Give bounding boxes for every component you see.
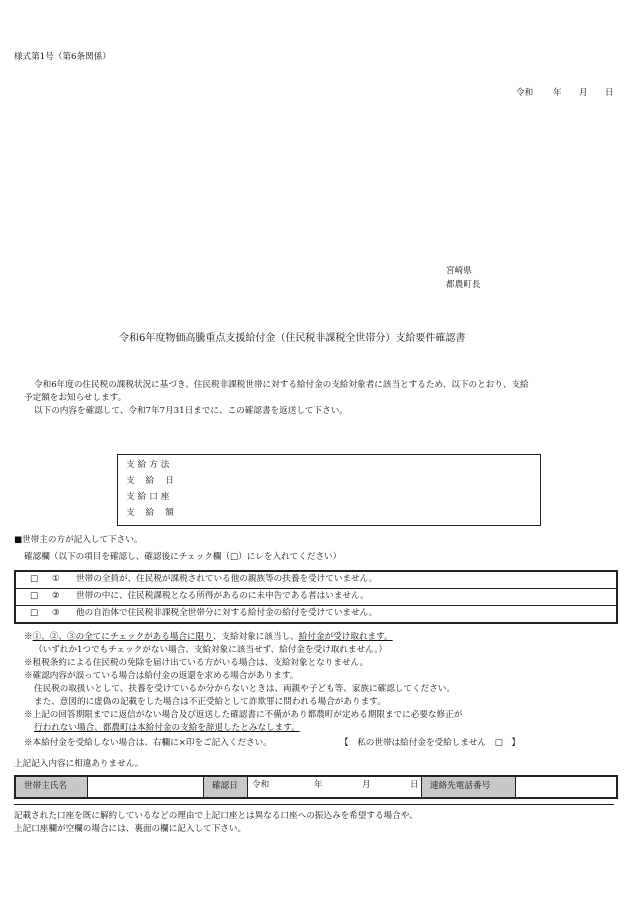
confirm-date-label: 確認日	[204, 777, 248, 797]
confirm-statement: 上記記入内容に相違ありません。	[14, 759, 144, 769]
note-3-sub-2: また、意図的に虚偽の記載をした場合は不正受給として詐欺罪に問われる場合があります。	[34, 697, 386, 707]
addressee-prefecture: 宮崎県	[446, 266, 472, 276]
decline-checkbox[interactable]: 【 私の世帯は給付金を受給しません □ 】	[340, 738, 520, 748]
intro-line-3: 以下の内容を確認して、令和7年7月31日までに、この確認書を返送して下さい。	[34, 406, 348, 416]
phone-label: 連絡先電話番号	[422, 777, 516, 797]
note-5: ※本給付金を受給しない場合は、右欄に×印をご記入ください。	[24, 738, 272, 748]
footer-line-1: 記載された口座を既に解約しているなどの理由で上記口座とは異なる口座への振込みを希望する場合や、	[14, 811, 418, 821]
payment-method-label: 支給方法	[126, 460, 173, 470]
check-text-3: 他の自治体で住民税非課税全世帯分に対する給付金の給付を受けていません。	[76, 608, 378, 618]
payment-amount-label: 支給額	[126, 508, 185, 518]
check-text-2: 世帯の中に、住民税課税となる所得があるのに未申告である者はいません。	[76, 591, 369, 601]
check-row-3	[16, 606, 616, 622]
note-4: ※上記の回答期限までに返信がない場合及び返送した確認書に不備があり都農町が定める期限までに必要な修正が	[24, 710, 463, 720]
sig-year: 年	[314, 780, 323, 790]
date-month: 月	[579, 88, 588, 98]
sig-day: 日	[410, 780, 419, 790]
check-row-2	[16, 589, 616, 606]
check-row-1	[16, 572, 616, 589]
note-1-underlined: ①、②、③の全てにチェックがある場合に限り	[32, 632, 213, 642]
check-num-1: ①	[52, 574, 60, 584]
note-1	[24, 632, 393, 643]
divider	[14, 804, 614, 805]
confirm-date-field[interactable]	[248, 777, 422, 797]
note-3: ※確認内容が誤っている場合は給付金の返還を求める場合があります。	[24, 671, 299, 681]
checkbox-3[interactable]: □	[30, 608, 39, 618]
note-1-prefix: ※	[24, 632, 33, 642]
householder-name-field[interactable]	[88, 777, 204, 797]
sig-era: 令和	[252, 780, 270, 790]
signature-row	[14, 775, 618, 799]
note-1-middle: 、支給対象に該当し、	[212, 632, 299, 642]
sig-month: 月	[362, 780, 371, 790]
intro-line-1: 令和6年度の住民税の課税状況に基づき、住民税非課税世帯に対する給付金の支給対象者に該当とするため、以下のとおり、支給	[34, 380, 529, 390]
note-1-underlined-2: 給付金が受け取れます。	[298, 632, 393, 642]
date-day: 日	[605, 88, 614, 98]
payment-date-label: 支給日	[126, 476, 185, 486]
check-num-2: ②	[52, 591, 60, 601]
footer-line-2: 上記口座欄が空欄の場合には、裏面の欄に記入して下さい。	[14, 824, 247, 834]
page-title: 令和6年度物価高騰重点支援給付金（住民税非課税全世帯分）支給要件確認書	[119, 333, 466, 344]
householder-heading: ■世帯主の方が記入して下さい。	[14, 535, 143, 545]
householder-label: 世帯主氏名	[16, 777, 88, 797]
payment-account-label: 支給口座	[126, 492, 173, 502]
phone-field[interactable]	[516, 777, 616, 797]
note-3-sub-1: 住民税の取扱いとして、扶養を受けているか分からないときは、両親や子ども等、家族に確認してください。	[34, 684, 455, 694]
check-table	[14, 570, 618, 624]
check-num-3: ③	[52, 608, 60, 618]
note-2: ※租税条約による住民税の免除を届け出ている方がいる場合は、支給対象となりません。	[24, 658, 369, 668]
date-era: 令和	[516, 88, 534, 98]
checkbox-1[interactable]: □	[30, 574, 39, 584]
note-1-sub: （いずれか1つでもチェックがない場合、支給対象に該当せず、給付金を受け取れません。）	[34, 645, 388, 655]
intro-line-2: 予定額をお知らせします。	[24, 393, 127, 403]
note-4-sub: 行われない場合、都農町は本給付金の支給を辞退したとみなします。	[34, 723, 300, 733]
date-year: 年	[553, 88, 562, 98]
addressee-mayor: 都農町長	[446, 280, 481, 290]
form-number: 様式第1号（第6条関係）	[14, 52, 111, 62]
checkbox-2[interactable]: □	[30, 591, 39, 601]
check-text-1: 世帯の全員が、住民税が課税されている他の親族等の扶養を受けていません。	[76, 574, 378, 584]
check-instruction: 確認欄（以下の項目を確認し、確認後にチェック欄（□）にレを入れてください）	[24, 552, 342, 562]
